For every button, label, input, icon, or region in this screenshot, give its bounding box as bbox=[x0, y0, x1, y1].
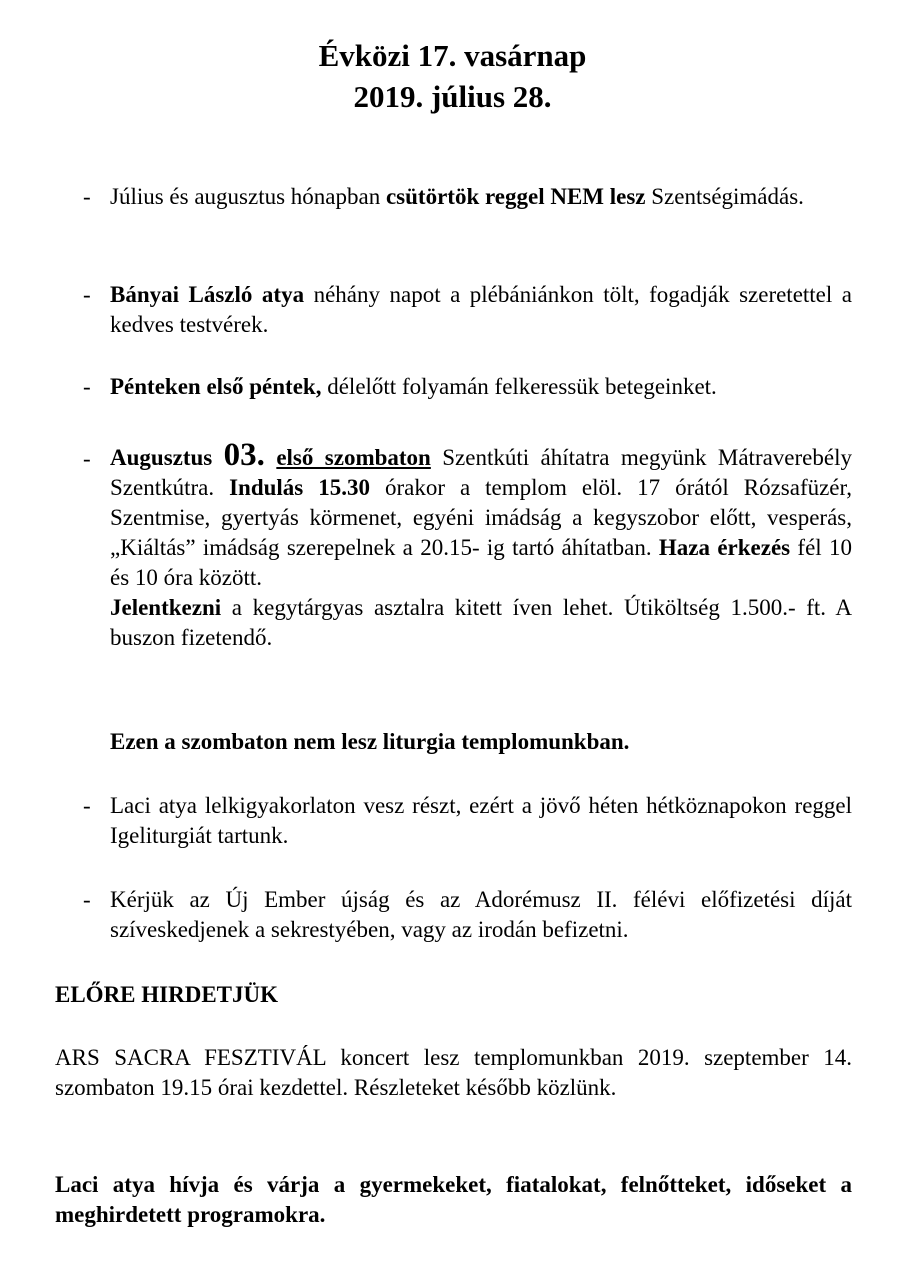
bullet-dash: - bbox=[83, 887, 91, 912]
item-underlined-text: első szombaton bbox=[276, 445, 431, 470]
section-heading: ELŐRE HIRDETJÜK bbox=[55, 982, 279, 1007]
announcement-item-subscription bbox=[110, 885, 852, 945]
closing-invitation bbox=[55, 1170, 852, 1230]
item-text: néhány napot a plébániánkon tölt, fogadják szeretettel a kedves testvérek. bbox=[110, 282, 852, 337]
item-text: a kegytárgyas asztalra kitett íven lehet. Útiköltség 1.500.- ft. A buszon fizetendő. bbox=[110, 595, 852, 650]
advance-heading bbox=[55, 980, 852, 1010]
page-title: Évközi 17. vasárnap bbox=[318, 38, 587, 73]
item-bold-text: Ezen a szombaton nem lesz liturgia templomunkban. bbox=[110, 729, 630, 754]
announcement-item-adoration bbox=[110, 182, 852, 212]
item-bold-text: Haza érkezés bbox=[658, 535, 791, 560]
item-text: délelőtt folyamán felkeressük betegeinket. bbox=[321, 374, 717, 399]
item-text: Július és augusztus hónapban bbox=[110, 184, 386, 209]
page-date: 2019. július 28. bbox=[353, 79, 552, 114]
announcement-item-retreat bbox=[110, 791, 852, 851]
item-text: Szentkúti áhítatra megyünk Mátraverebély Szentkútra. bbox=[110, 445, 852, 500]
announcement-item-guest-priest bbox=[110, 280, 852, 340]
item-bold-text: Pénteken első péntek, bbox=[110, 374, 322, 399]
item-bold-text: csütörtök reggel NEM lesz bbox=[385, 184, 646, 209]
item-big-number: 03. bbox=[223, 437, 265, 473]
bullet-dash: - bbox=[83, 184, 91, 209]
item-text: ARS SACRA FESZTIVÁL koncert lesz templomunkban 2019. szeptember 14. szombaton 19.15 órai kezdettel. Részleteket később közlünk. bbox=[55, 1045, 852, 1100]
announcement-item-first-friday bbox=[110, 372, 852, 402]
item-text: Laci atya lelkigyakorlaton vesz részt, ezért a jövő héten hétköznapokon reggel Igeliturgiát tartunk. bbox=[110, 793, 852, 848]
item-bold-text: Jelentkezni bbox=[110, 595, 222, 620]
item-text: Kérjük az Új Ember újság és az Adorémusz II. félévi előfizetési díját szíveskedjenek a sekrestyében, vagy az irodán befizetni. bbox=[110, 887, 852, 942]
no-liturgy-note bbox=[110, 727, 852, 757]
bullet-dash: - bbox=[83, 793, 91, 818]
item-bold-text: Augusztus bbox=[110, 445, 224, 470]
item-text: fél 10 és 10 óra között. bbox=[110, 535, 852, 590]
festival-notice bbox=[55, 1043, 852, 1103]
bullet-dash: - bbox=[83, 282, 91, 307]
announcement-item-pilgrimage bbox=[110, 437, 853, 653]
item-text: órakor a templom elöl. 17 órától Rózsafüzér, Szentmise, gyertyás körmenet, egyéni imádság a kegyszobor előtt, vesperás, „Kiáltás” imádság szerepelnek a 20.15- ig tartó áhítatban. bbox=[110, 475, 853, 560]
bullet-dash: - bbox=[83, 374, 91, 399]
item-bold-text: Laci atya hívja és várja a gyermekeket, fiatalokat, felnőtteket, időseket a meghirdetett programokra. bbox=[55, 1172, 852, 1227]
item-text: Szentségimádás. bbox=[645, 184, 804, 209]
item-bold-text: Indulás 15.30 bbox=[229, 475, 370, 500]
bullet-dash: - bbox=[83, 446, 91, 471]
item-bold-text: Bányai László atya bbox=[110, 282, 305, 307]
